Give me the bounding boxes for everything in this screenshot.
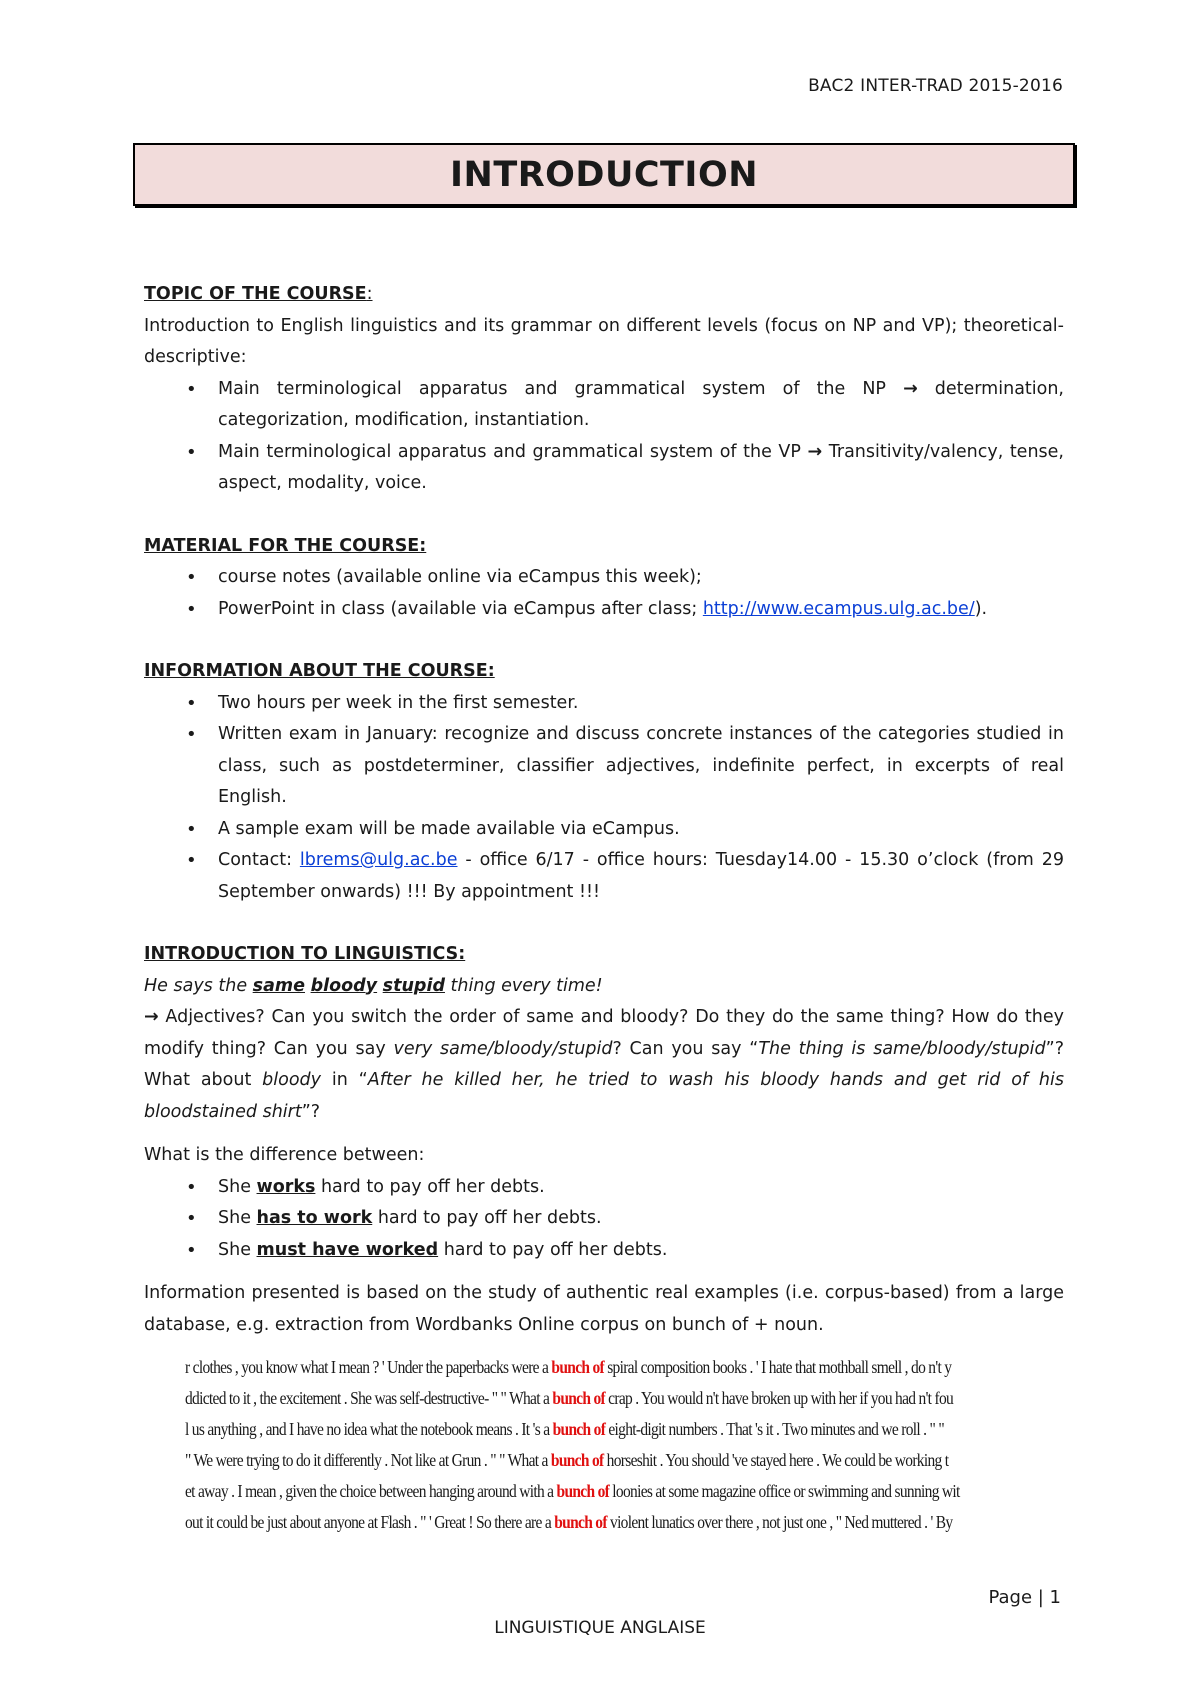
title-box — [133, 143, 1075, 206]
list-item: • She must have worked hard to pay off her debts. — [144, 1235, 1064, 1267]
email-link[interactable]: lbrems@ulg.ac.be — [299, 850, 458, 870]
keyword: bunch of — [556, 1481, 610, 1501]
concordance-line: et away . I mean , given the choice between hanging around with a bunch of loonies at some magazine office or swimming and sunning wit — [185, 1481, 960, 1501]
keyword: bunch of — [550, 1450, 604, 1470]
keyword: bunch of — [552, 1388, 605, 1408]
arrow-icon: → — [807, 441, 823, 462]
list-item: • PowerPoint in class (available via eCampus after class; http://www.ecampus.ulg.ac.be/). — [144, 594, 1064, 626]
concordance-line: ddicted to it , the excitement . She was self-destructive- " " What a bunch of crap . You would n't have broken up with her if you had n't fou — [185, 1388, 954, 1408]
list-item: • Main terminological apparatus and grammatical system of the VP → Transitivity/valency, tense, aspect, modality, voice. — [144, 437, 1064, 500]
topic-intro: Introduction to English linguistics and its grammar on different levels (focus on NP and VP); theoretical-descriptive: — [144, 315, 1064, 367]
list-item: • Written exam in January: recognize and discuss concrete instances of the categories studied in class, such as postdeterminer, classifier adjectives, indefinite perfect, in excerpts of real English. — [144, 719, 1064, 814]
material-list — [144, 562, 1064, 625]
info-paragraph: Information presented is based on the study of authentic real examples (i.e. corpus-based) from a large database, e.g. extraction from Wordbanks Online corpus on bunch of + noun. — [144, 1283, 1064, 1335]
arrow-icon: → — [144, 1007, 159, 1027]
main-content — [144, 279, 1064, 1341]
list-item: • Contact: lbrems@ulg.ac.be - office 6/17 - office hours: Tuesday14.00 - 15.30 o’clock (from 29 September onwards) !!! By appointment !!! — [144, 845, 1064, 908]
list-item: • She works hard to pay off her debts. — [144, 1172, 1064, 1204]
keyword: bunch of — [551, 1357, 605, 1377]
concordance-line: r clothes , you know what I mean ? ' Under the paperbacks were a bunch of spiral composition books . ' I hate that mothball smell , do n't y — [185, 1357, 952, 1377]
information-heading: INFORMATION ABOUT THE COURSE: — [144, 661, 495, 681]
running-footer: LINGUISTIQUE ANGLAISE — [494, 1618, 706, 1638]
material-heading: MATERIAL FOR THE COURSE: — [144, 535, 427, 556]
linguistics-heading: INTRODUCTION TO LINGUISTICS: — [144, 944, 466, 964]
ecampus-link[interactable]: http://www.ecampus.ulg.ac.be/ — [702, 598, 975, 619]
questions-paragraph: → Adjectives? Can you switch the order of same and bloody? Do they do the same thing? How do they modify thing? Can you say very same/bloody/stupid? Can you say “The thing is same/bloody/stupid”? What about bloody in “After he killed her, he tried to wash his bloody hands and get rid of his bloodstained shirt”? — [144, 1007, 1064, 1122]
list-item: • Two hours per week in the first semester. — [144, 688, 1064, 720]
concordance-line: out it could be just about anyone at Flash . " ' Great ! So there are a bunch of violent lunatics over there , not just one , " Ned muttered . ' By — [185, 1512, 953, 1532]
list-item: • She has to work hard to pay off her debts. — [144, 1203, 1064, 1235]
running-header: BAC2 INTER-TRAD 2015-2016 — [808, 76, 1063, 96]
page-number: Page | 1 — [988, 1587, 1061, 1608]
page-title: INTRODUCTION — [450, 154, 758, 195]
corpus-concordance — [185, 1352, 1024, 1542]
list-item: • Main terminological apparatus and grammatical system of the NP → determination, categorization, modification, instantiation. — [144, 374, 1064, 437]
concordance-line: l us anything , and I have no idea what the notebook means . It 's a bunch of eight-digit numbers . That 's it . Two minutes and we roll . " " — [185, 1419, 944, 1439]
information-list — [144, 688, 1064, 909]
arrow-icon: → — [903, 378, 918, 399]
keyword: bunch of — [552, 1419, 606, 1439]
difference-intro: What is the difference between: — [144, 1145, 425, 1165]
sentences-list — [144, 1172, 1064, 1267]
list-item: • A sample exam will be made available via eCampus. — [144, 814, 1064, 846]
keyword: bunch of — [554, 1512, 607, 1532]
list-item: • course notes (available online via eCampus this week); — [144, 562, 1064, 594]
example-sentence: He says the same bloody stupid thing every time! — [144, 975, 603, 996]
topic-list — [144, 374, 1064, 500]
topic-heading: TOPIC OF THE COURSE: — [144, 284, 373, 304]
concordance-line: " We were trying to do it differently . Not like at Grun . " " What a bunch of horseshit . You should 've stayed here . We could be working t — [185, 1450, 949, 1470]
